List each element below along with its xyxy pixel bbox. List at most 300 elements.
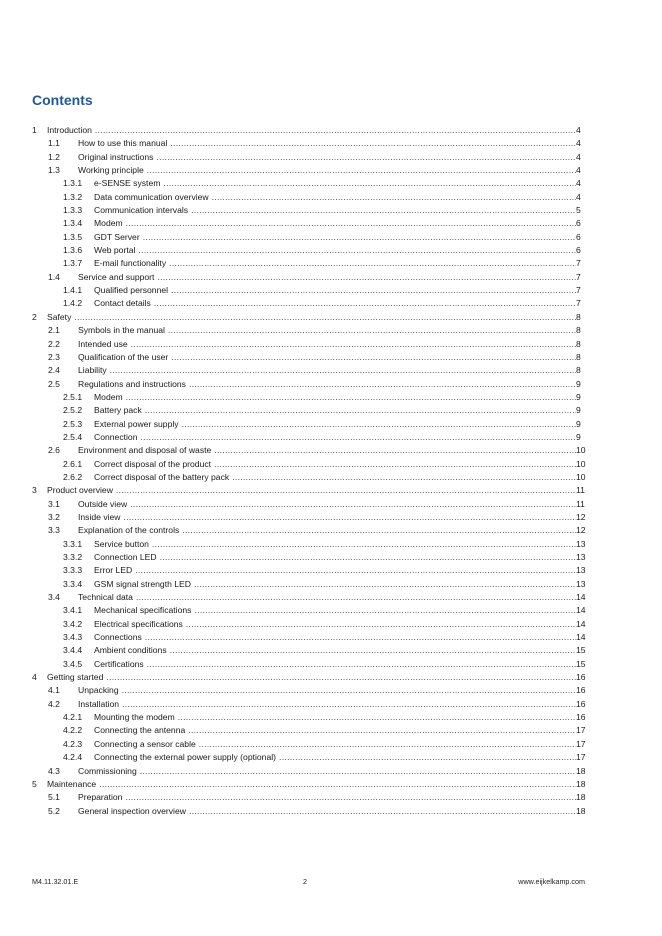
toc-entry-title: Modem (94, 218, 123, 229)
toc-entry-number: 3.3.4 (63, 578, 83, 589)
toc-entry[interactable] (0, 671, 662, 684)
toc-entry-number: 2.2 (48, 338, 60, 349)
toc-entry-title: Connecting the antenna (94, 725, 186, 736)
toc-entry-page: 10 (576, 445, 586, 456)
toc-entry-page: 13 (576, 552, 586, 562)
toc-entry[interactable] (0, 271, 662, 284)
toc-entry-title: Certifications (94, 658, 144, 669)
toc-entry-line (47, 778, 576, 791)
toc-entry-line (78, 351, 576, 364)
toc-entry-page: 8 (576, 365, 581, 376)
toc-entry-title: Battery pack (94, 405, 142, 416)
page-title: Contents (32, 92, 93, 108)
toc-dot-leader (168, 324, 576, 337)
toc-entry[interactable] (0, 471, 662, 484)
toc-entry-number: 2.4 (48, 365, 60, 376)
toc-entry-line (94, 724, 576, 737)
toc-entry-line (94, 297, 576, 310)
toc-entry-number: 3.1 (48, 498, 60, 509)
toc-entry-line (78, 164, 576, 177)
toc-entry[interactable] (0, 244, 662, 257)
toc-entry-number: 1.3.6 (63, 245, 83, 256)
toc-dot-leader (122, 698, 576, 711)
toc-entry-line (78, 698, 576, 711)
toc-entry-line (94, 538, 576, 551)
toc-entry-page: 14 (576, 632, 586, 643)
toc-entry-page: 16 (576, 672, 586, 683)
toc-entry-number: 4.2.3 (63, 738, 83, 749)
toc-entry-title: Maintenance (47, 778, 97, 789)
toc-entry-number: 2.6 (48, 445, 60, 456)
toc-entry-line (94, 204, 576, 217)
toc-entry-line (94, 551, 576, 564)
toc-dot-leader (130, 498, 576, 511)
toc-dot-leader (170, 137, 576, 150)
toc-entry-number: 1.3.2 (63, 191, 83, 202)
toc-entry-line (94, 418, 576, 431)
toc-entry-page: 10 (576, 458, 586, 469)
toc-entry[interactable] (0, 364, 662, 377)
toc-entry-line (94, 244, 576, 257)
toc-entry-title: Ambient conditions (94, 645, 167, 656)
toc-entry-page: 18 (576, 778, 586, 789)
toc-entry-page: 4 (576, 165, 581, 176)
toc-entry-title: General inspection overview (78, 805, 186, 816)
toc-entry-title: Getting started (47, 672, 104, 683)
toc-entry-number: 2.5.4 (63, 431, 83, 442)
toc-entry-number: 1 (32, 125, 37, 135)
toc-entry-number: 1.3 (48, 165, 60, 176)
toc-entry-line (94, 391, 576, 404)
toc-entry-title: Connection LED (94, 552, 157, 562)
toc-entry-page: 17 (576, 725, 586, 736)
toc-entry-title: Inside view (78, 511, 121, 522)
toc-entry-page: 9 (576, 378, 581, 389)
toc-entry-line (78, 338, 576, 351)
toc-dot-leader (160, 551, 576, 564)
toc-dot-leader (212, 191, 576, 204)
toc-entry-number: 4.2.4 (63, 752, 83, 763)
toc-entry-number: 3.4.5 (63, 658, 83, 669)
toc-entry-title: Qualified personnel (94, 285, 169, 296)
toc-entry-number: 3.2 (48, 511, 60, 522)
toc-entry-title: Product overview (47, 485, 113, 496)
toc-entry-line (78, 805, 576, 818)
toc-dot-leader (232, 471, 576, 484)
toc-entry-page: 16 (576, 712, 586, 723)
toc-entry-page: 4 (576, 178, 581, 189)
toc-entry-line (78, 151, 576, 164)
toc-entry-page: 8 (576, 311, 581, 322)
toc-entry[interactable] (0, 311, 662, 324)
toc-entry-title: GSM signal strength LED (94, 578, 191, 589)
toc-entry-title: Mechanical specifications (94, 605, 192, 616)
toc-entry-page: 9 (576, 418, 581, 429)
toc-entry-title: Error LED (94, 565, 133, 576)
toc-entry-number: 4.1 (48, 685, 60, 696)
toc-entry[interactable] (0, 484, 662, 497)
toc-entry-title: Modem (94, 391, 123, 402)
toc-entry[interactable] (0, 698, 662, 711)
footer-website: www.eijkelkamp.com (518, 877, 585, 886)
toc-entry-title: Qualification of the user (78, 351, 169, 362)
toc-dot-leader (191, 204, 576, 217)
toc-entry[interactable] (0, 351, 662, 364)
toc-entry[interactable] (0, 765, 662, 778)
toc-dot-leader (214, 458, 576, 471)
toc-entry-line (94, 711, 576, 724)
toc-entry-title: Connecting the external power supply (optional) (94, 752, 277, 763)
toc-entry-line (94, 257, 576, 270)
toc-entry[interactable] (0, 164, 662, 177)
toc-entry-line (94, 604, 576, 617)
toc-entry-page: 11 (576, 498, 585, 509)
toc-entry-title: Environment and disposal of waste (78, 445, 212, 456)
toc-dot-leader (154, 297, 576, 310)
toc-entry-number: 5.1 (48, 792, 60, 803)
toc-dot-leader (126, 217, 576, 230)
toc-entry-title: Regulations and instructions (78, 378, 186, 389)
toc-entry[interactable] (0, 551, 662, 564)
toc-entry-line (94, 284, 576, 297)
toc-entry-title: Mounting the modem (94, 712, 175, 723)
toc-entry-number: 2.5 (48, 378, 60, 389)
toc-entry-line (47, 484, 576, 497)
toc-entry[interactable] (0, 604, 662, 617)
toc-entry-number: 2 (32, 311, 37, 322)
toc-entry-line (78, 765, 576, 778)
toc-entry-page: 5 (576, 205, 581, 216)
toc-entry-title: Symbols in the manual (78, 325, 165, 336)
toc-entry[interactable] (0, 591, 662, 604)
toc-entry-page: 11 (576, 485, 585, 496)
toc-entry-number: 5.2 (48, 805, 60, 816)
toc-entry-line (47, 124, 576, 137)
toc-entry[interactable] (0, 124, 662, 137)
toc-dot-leader (140, 765, 576, 778)
toc-dot-leader (189, 378, 576, 391)
toc-dot-leader (140, 431, 576, 444)
toc-entry[interactable] (0, 338, 662, 351)
toc-dot-leader (199, 738, 576, 751)
toc-entry-title: Correct disposal of the product (94, 458, 212, 469)
toc-entry[interactable] (0, 297, 662, 310)
toc-entry-page: 16 (576, 698, 586, 709)
toc-entry[interactable] (0, 231, 662, 244)
toc-entry-number: 4.3 (48, 765, 60, 776)
toc-dot-leader (124, 511, 576, 524)
toc-entry-number: 3.3.2 (63, 552, 83, 562)
toc-entry-line (94, 431, 576, 444)
toc-entry[interactable] (0, 391, 662, 404)
toc-entry[interactable] (0, 644, 662, 657)
toc-dot-leader (186, 618, 576, 631)
toc-entry-page: 14 (576, 592, 586, 603)
toc-entry[interactable] (0, 177, 662, 190)
toc-entry-page: 17 (576, 752, 586, 763)
toc-entry[interactable] (0, 151, 662, 164)
toc-entry-number: 1.4 (48, 271, 60, 282)
toc-entry-page: 14 (576, 605, 586, 616)
toc-entry-page: 4 (576, 151, 581, 162)
toc-entry-title: Web portal (94, 245, 136, 256)
toc-entry-number: 2.5.3 (63, 418, 83, 429)
toc-entry[interactable] (0, 791, 662, 804)
toc-dot-leader (194, 578, 576, 591)
toc-entry-line (78, 791, 576, 804)
toc-entry-line (78, 378, 576, 391)
toc-entry-line (78, 271, 576, 284)
toc-entry-page: 10 (576, 471, 586, 482)
toc-entry[interactable] (0, 578, 662, 591)
toc-entry-page: 6 (576, 218, 581, 229)
toc-entry-number: 3.3.1 (63, 538, 83, 549)
toc-entry-title: Outside view (78, 498, 128, 509)
toc-entry-number: 1.3.7 (63, 258, 83, 269)
toc-entry[interactable] (0, 751, 662, 764)
toc-entry-number: 3.4.4 (63, 645, 83, 656)
toc-entry-number: 3.3.3 (63, 565, 83, 576)
toc-entry[interactable] (0, 284, 662, 297)
toc-dot-leader (125, 791, 576, 804)
toc-entry-line (78, 324, 576, 337)
toc-dot-leader (138, 244, 576, 257)
toc-entry[interactable] (0, 658, 662, 671)
toc-entry-number: 1.3.1 (63, 178, 83, 189)
toc-entry-page: 15 (576, 658, 586, 669)
toc-entry[interactable] (0, 631, 662, 644)
toc-entry[interactable] (0, 404, 662, 417)
toc-entry-page: 9 (576, 431, 581, 442)
toc-entry-title: Contact details (94, 298, 151, 309)
toc-entry[interactable] (0, 724, 662, 737)
toc-dot-leader (145, 404, 576, 417)
toc-dot-leader (189, 805, 576, 818)
toc-entry-title: e-SENSE system (94, 178, 161, 189)
toc-entry-line (78, 364, 576, 377)
toc-entry-number: 2.6.2 (63, 471, 83, 482)
toc-entry-line (94, 471, 576, 484)
toc-entry-title: Connecting a sensor cable (94, 738, 196, 749)
toc-dot-leader (95, 124, 576, 137)
toc-dot-leader (194, 604, 576, 617)
toc-entry[interactable] (0, 498, 662, 511)
toc-entry-line (78, 444, 576, 457)
toc-entry[interactable] (0, 618, 662, 631)
toc-entry-line (94, 618, 576, 631)
toc-entry-line (94, 738, 576, 751)
toc-entry-title: External power supply (94, 418, 179, 429)
toc-dot-leader (163, 177, 576, 190)
toc-entry-number: 3.3 (48, 525, 60, 536)
toc-entry-title: Working principle (78, 165, 144, 176)
toc-entry-title: Installation (78, 698, 120, 709)
toc-dot-leader (143, 231, 576, 244)
toc-entry-page: 4 (576, 191, 581, 202)
toc-entry-line (94, 217, 576, 230)
toc-entry[interactable] (0, 538, 662, 551)
toc-dot-leader (147, 164, 576, 177)
toc-entry[interactable] (0, 711, 662, 724)
toc-entry-number: 1.3.5 (63, 231, 83, 242)
toc-entry-number: 4 (32, 672, 37, 683)
toc-entry[interactable] (0, 418, 662, 431)
toc-entry[interactable] (0, 431, 662, 444)
toc-dot-leader (99, 778, 576, 791)
toc-entry[interactable] (0, 137, 662, 150)
toc-entry-line (94, 191, 576, 204)
toc-entry-page: 7 (576, 285, 581, 296)
toc-entry-page: 12 (576, 511, 586, 522)
toc-entry[interactable] (0, 458, 662, 471)
toc-entry-page: 15 (576, 645, 586, 656)
toc-entry-page: 8 (576, 338, 581, 349)
toc-dot-leader (171, 284, 576, 297)
toc-entry[interactable] (0, 564, 662, 577)
toc-entry-number: 1.4.2 (63, 298, 83, 309)
toc-dot-leader (169, 257, 576, 270)
toc-entry-number: 3.4.1 (63, 605, 83, 616)
toc-entry-title: Safety (47, 311, 72, 322)
toc-entry-number: 3.4.2 (63, 618, 83, 629)
toc-entry-page: 18 (576, 805, 586, 816)
toc-dot-leader (74, 311, 576, 324)
toc-entry[interactable] (0, 444, 662, 457)
toc-entry[interactable] (0, 778, 662, 791)
toc-entry[interactable] (0, 204, 662, 217)
toc-dot-leader (131, 338, 576, 351)
toc-entry-number: 2.3 (48, 351, 60, 362)
toc-entry-page: 9 (576, 391, 581, 402)
toc-entry-page: 8 (576, 325, 581, 336)
toc-entry-number: 3.4 (48, 592, 60, 603)
toc-entry-title: Technical data (78, 592, 133, 603)
toc-entry[interactable] (0, 378, 662, 391)
toc-entry-number: 5 (32, 778, 37, 789)
toc-entry-title: Electrical specifications (94, 618, 183, 629)
toc-entry-title: Communication intervals (94, 205, 189, 216)
toc-entry-line (78, 684, 576, 697)
toc-dot-leader (279, 751, 576, 764)
toc-dot-leader (126, 391, 576, 404)
toc-entry-page: 7 (576, 271, 581, 282)
toc-entry-page: 13 (576, 538, 586, 549)
toc-entry-title: Liability (78, 365, 107, 376)
toc-entry-title: Explanation of the controls (78, 525, 180, 536)
toc-entry-page: 7 (576, 258, 581, 269)
toc-dot-leader (156, 151, 576, 164)
toc-dot-leader (171, 351, 576, 364)
toc-entry-title: Unpacking (78, 685, 119, 696)
toc-entry-page: 18 (576, 765, 586, 776)
toc-dot-leader (182, 524, 576, 537)
toc-dot-leader (135, 564, 576, 577)
toc-entry-page: 4 (576, 138, 581, 149)
toc-entry-line (78, 591, 576, 604)
toc-entry-page: 9 (576, 405, 581, 416)
toc-entry-title: Connections (94, 632, 142, 643)
toc-entry-number: 2.1 (48, 325, 60, 336)
toc-entry-title: Original instructions (78, 151, 154, 162)
toc-entry-title: How to use this manual (78, 138, 168, 149)
toc-entry-page: 14 (576, 618, 586, 629)
toc-entry-number: 3 (32, 485, 37, 496)
toc-entry[interactable] (0, 324, 662, 337)
toc-entry-number: 1.3.4 (63, 218, 83, 229)
toc-entry-line (78, 511, 576, 524)
toc-entry-number: 2.6.1 (63, 458, 83, 469)
toc-entry-line (78, 498, 576, 511)
toc-entry-number: 1.1 (48, 138, 60, 149)
toc-entry-number: 3.4.3 (63, 632, 83, 643)
toc-entry-line (94, 404, 576, 417)
table-of-contents (0, 124, 662, 818)
toc-entry[interactable] (0, 805, 662, 818)
footer-doc-code: M4.11.32.01.E (32, 877, 79, 886)
toc-entry-page: 16 (576, 685, 586, 696)
toc-entry-line (78, 524, 576, 537)
toc-entry-title: Service button (94, 538, 149, 549)
toc-entry-line (47, 671, 576, 684)
toc-entry-title: Commissioning (78, 765, 137, 776)
toc-entry-line (94, 578, 576, 591)
toc-entry-page: 12 (576, 525, 586, 536)
toc-entry-page: 7 (576, 298, 581, 309)
toc-entry-number: 1.3.3 (63, 205, 83, 216)
toc-dot-leader (122, 684, 576, 697)
toc-dot-leader (188, 724, 576, 737)
footer-page-number: 2 (303, 877, 307, 886)
toc-entry-line (94, 177, 576, 190)
toc-entry-title: Connection (94, 431, 138, 442)
toc-entry-page: 6 (576, 245, 581, 256)
toc-entry-title: Service and support (78, 271, 155, 282)
toc-entry[interactable] (0, 684, 662, 697)
toc-entry[interactable] (0, 511, 662, 524)
toc-dot-leader (110, 364, 576, 377)
toc-entry-page: 17 (576, 738, 586, 749)
toc-entry-line (78, 137, 576, 150)
toc-entry-title: GDT Server (94, 231, 140, 242)
toc-entry-line (94, 644, 576, 657)
toc-entry-page: 4 (576, 125, 581, 135)
toc-entry-title: E-mail functionality (94, 258, 167, 269)
toc-entry[interactable] (0, 191, 662, 204)
toc-entry-title: Introduction (47, 125, 92, 135)
toc-entry-line (94, 751, 576, 764)
toc-entry[interactable] (0, 738, 662, 751)
toc-entry-number: 2.5.1 (63, 391, 83, 402)
toc-dot-leader (147, 658, 576, 671)
toc-entry-number: 4.2.2 (63, 725, 83, 736)
toc-entry-page: 18 (576, 792, 586, 803)
toc-entry[interactable] (0, 217, 662, 230)
toc-entry-line (94, 564, 576, 577)
toc-entry-number: 2.5.2 (63, 405, 83, 416)
toc-dot-leader (157, 271, 576, 284)
toc-dot-leader (106, 671, 576, 684)
toc-entry[interactable] (0, 257, 662, 270)
toc-entry[interactable] (0, 524, 662, 537)
toc-entry-page: 6 (576, 231, 581, 242)
toc-dot-leader (152, 538, 576, 551)
toc-dot-leader (116, 484, 576, 497)
toc-entry-line (94, 458, 576, 471)
toc-entry-line (47, 311, 576, 324)
toc-entry-number: 1.4.1 (63, 285, 83, 296)
toc-entry-page: 13 (576, 565, 586, 576)
toc-entry-title: Preparation (78, 792, 123, 803)
